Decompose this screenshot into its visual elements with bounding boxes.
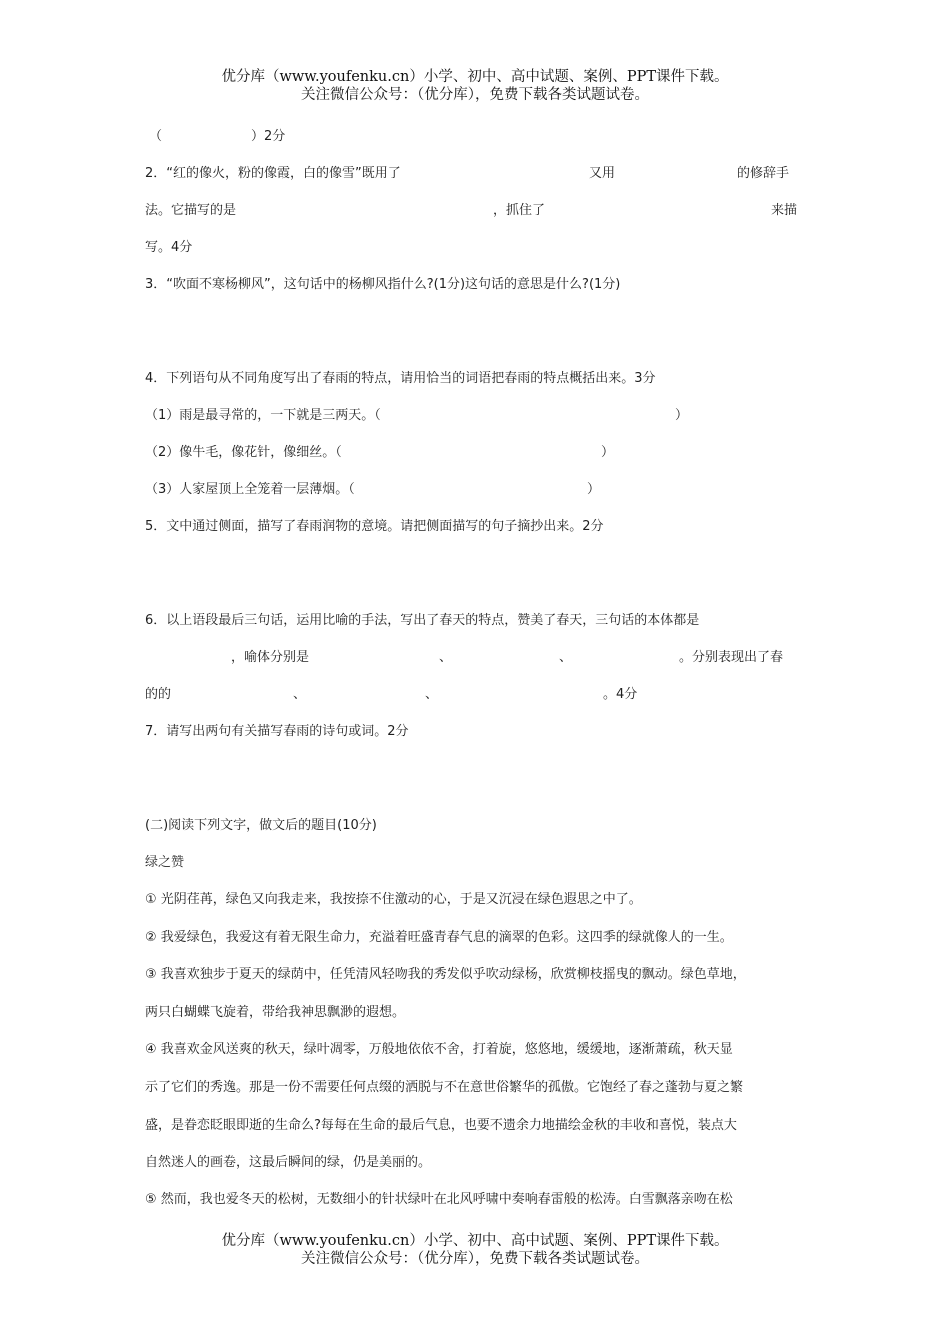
q6-sep-3: 、 (293, 687, 307, 702)
q2-text-6: 来描 (771, 203, 798, 218)
header-line-1: 优分库（www.youfenku.cn）小学、初中、高中试题、案例、PPT课件下载。 (221, 69, 729, 85)
passage-title: 绿之赞 (145, 855, 185, 870)
question-3: 3．“吹面不寒杨柳风”，这句话中的杨柳风指什么?(1分)这句话的意思是什么?(1分) (145, 277, 621, 292)
q6-sep-2: 、 (559, 650, 573, 665)
q1-score: ）2分 (251, 129, 286, 144)
question-5: 5．文中通过侧面，描写了春雨润物的意境。请把侧面描写的句子摘抄出来。2分 (145, 519, 604, 534)
passage-line: 两只白蝴蝶飞旋着，带给我神思飘渺的遐想。 (145, 1005, 406, 1020)
page-footer (0, 1232, 950, 1268)
q1-open-paren: （ (149, 129, 163, 144)
passage-line: ② 我爱绿色，我爱这有着无限生命力，充溢着旺盛青春气息的滴翠的色彩。这四季的绿就像人的一生。 (145, 930, 733, 945)
q2-text-2: 又用 (589, 166, 616, 181)
q4-item-3-close: ） (587, 482, 601, 497)
q6-text-4: 的的 (145, 687, 172, 702)
question-2-line-2 (145, 202, 800, 220)
passage-line: 自然迷人的画卷，这最后瞬间的绿，仍是美丽的。 (145, 1155, 432, 1170)
q6-text-5: 。4分 (603, 687, 638, 702)
q6-sep-1: 、 (439, 650, 453, 665)
q6-text-2: ，喻体分别是 (231, 650, 310, 665)
footer-line-2: 关注微信公众号：（优分库），免费下载各类试题试卷。 (301, 1251, 649, 1267)
question-4-item-3 (145, 481, 601, 499)
question-6-line-1: 6．以上语段最后三句话，运用比喻的手法，写出了春天的特点，赞美了春天，三句话的本体都是 (145, 613, 700, 628)
passage-line: 示了它们的秀逸。那是一份不需要任何点缀的洒脱与不在意世俗繁华的孤傲。它饱经了春之蓬勃与夏之繁 (145, 1080, 744, 1095)
q4-item-3-text: （3）人家屋顶上全笼着一层薄烟。（ (145, 482, 355, 497)
q2-text-5: ，抓住了 (493, 203, 546, 218)
section-2-heading: (二)阅读下列文字，做文后的题目(10分) (145, 818, 377, 833)
q4-item-2-close: ） (601, 445, 615, 460)
question-4-stem: 4．下列语句从不同角度写出了春雨的特点，请用恰当的词语把春雨的特点概括出来。3分 (145, 371, 656, 386)
q2-text-3: 的修辞手 (737, 166, 790, 181)
passage-line: ④ 我喜欢金风送爽的秋天，绿叶凋零，万般地依依不舍，打着旋，悠悠地，缓缓地，逐渐萧疏，秋天显 (145, 1042, 733, 1057)
q4-item-1-close: ） (675, 408, 689, 423)
passage-line: ⑤ 然而，我也爱冬天的松树，无数细小的针状绿叶在北风呼啸中奏响春雷般的松涛。白雪飘落亲吻在松 (145, 1192, 733, 1207)
question-2-line-1 (145, 165, 800, 183)
q4-item-2-text: （2）像牛毛，像花针，像细丝。（ (145, 445, 342, 460)
question-6-line-3 (145, 686, 800, 704)
question-2-line-3: 写。4分 (145, 240, 193, 255)
passage-line: ③ 我喜欢独步于夏天的绿荫中，任凭清风轻吻我的秀发似乎吹动绿杨，欣赏柳枝摇曳的飘动。绿色草地， (145, 967, 746, 982)
q6-text-3: 。分别表现出了春 (679, 650, 784, 665)
q4-item-1-text: （1）雨是最寻常的，一下就是三两天。（ (145, 408, 381, 423)
q2-text-1: 2．“红的像火，粉的像霞，白的像雪”既用了 (145, 166, 401, 181)
question-4-item-1 (145, 407, 689, 425)
footer-line-1: 优分库（www.youfenku.cn）小学、初中、高中试题、案例、PPT课件下载。 (221, 1233, 729, 1249)
header-line-2: 关注微信公众号：（优分库），免费下载各类试题试卷。 (301, 87, 649, 103)
question-7: 7．请写出两句有关描写春雨的诗句或词。2分 (145, 724, 409, 739)
q6-sep-4: 、 (425, 687, 439, 702)
question-4-item-2 (145, 444, 615, 462)
passage-line: 盛，是眷恋眨眼即逝的生命么?每每在生命的最后气息，也要不遗余力地描绘金秋的丰收和喜悦，装点大 (145, 1118, 737, 1133)
q2-text-4: 法。它描写的是 (145, 203, 237, 218)
page-header (0, 68, 950, 104)
passage-line: ① 光阴荏苒，绿色又向我走来，我按捺不住激动的心，于是又沉浸在绿色遐思之中了。 (145, 892, 642, 907)
